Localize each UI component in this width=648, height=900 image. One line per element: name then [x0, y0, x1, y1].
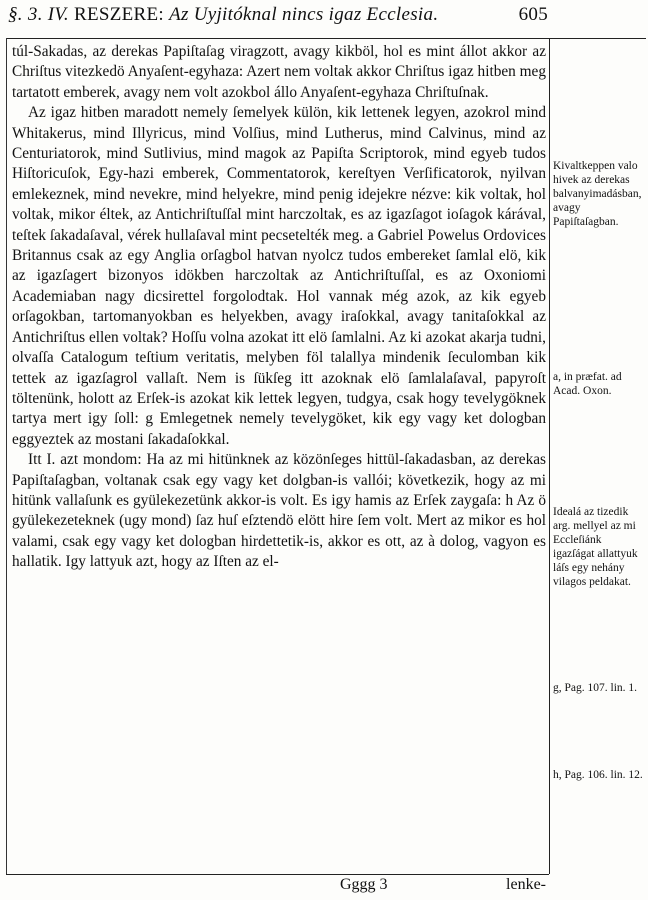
margin-note-2: a, in præfat. ad Acad. Oxon. — [553, 371, 622, 397]
catchword: lenke- — [506, 876, 546, 893]
running-header — [8, 4, 548, 34]
margin-note-5: h, Pag. 106. lin. 12. — [553, 769, 643, 781]
bottom-rule — [6, 874, 549, 875]
paragraph-3: Itt I. azt mondom: Ha az mi hitünknek az közönſeges hittül-ſakadasban, az derekas Papiſtaſagban, voltanak csak egy vagy ket dolgban-is vallói; következik, hogy az mi hitünk vallaſunk es gyülekezetünk akkor-is volt. Es igy hamis az Erſek zaygaſa: h Az ö gyülekezeteknek (ugy mond) ſaz huſ eſztendö elött hire ſem volt. Mert az mikor es hol valami, csak egy vagy ket dologban hirdettetik-is, akkor es ott, az à dolog, vagyon es hallatik. Igy lattyuk azt, hogy az Iſten az el- — [12, 451, 546, 571]
header-title: Az Uyjitóknal nincs igaz Ecclesia. — [169, 4, 439, 25]
page-footer — [12, 876, 546, 898]
margin-note-4: g, Pag. 107. lin. 1. — [553, 682, 638, 694]
left-frame-rule — [6, 38, 7, 874]
header-rule — [6, 38, 646, 39]
paragraph-1: túl-Sakadas, az derekas Papiſtaſag viragzott, avagy kikböl, hol es mint állot akkor az Chriſtus vitezkedö Anyaſent-egyhaza: Azert nem voltak akkor Chriſtus igaz hitben meg tartatott emberek, avagy nem volt azokbol állo Anyaſent-egyhaza Chriſtuſnak. — [12, 43, 546, 101]
margin-note-1: Kivaltkeppen valo hivek az derekas balvanyimadásban, avagy Papiſtaſagban. — [553, 160, 642, 228]
margin-note-3: Idealá az tizedik arg. mellyel az mi Eccleſiánk igazſágat allattyuk láſs egy nehány vilagos peldakat. — [553, 506, 638, 588]
main-text-column — [12, 42, 546, 573]
margin-divider-rule — [549, 38, 550, 874]
signature-mark: Gggg 3 — [340, 876, 388, 893]
paragraph-2: Az igaz hitben maradott nemely ſemelyek külön, kik lettenek legyen, azokrol mind Whitakerus, mind Illyricus, mind Volſius, mind Lutherus, mind Calvinus, mind az Centuriatorok, mind Sutlivius, mind magok az Papiſta Scriptorok, mind egyeb tudos Hiſtoricuſok, Egy-hazi emberek, Commentatorok, kereſtyen Verſificatorok, nyilvan emlekeznek, mind nevekre, mind helyekre, mind penig idejekre nézve: kik voltak, hol voltak, mikor éltek, az Antichriſtuſſal mint harczoltak, es az igazſagot ioſagok kárával, teſtek ſakadaſaval, vérek hullaſaval mint pecsetelték meg. a Gabriel Powelus Ordovices Britannus csak az egy Anglia orſagbol hatvan nyolcz tudos embereket ſamlal elö, kik az igazſagert bizonyos idökben harczoltak az Antichriſtuſſal, es az Oxoniomi Academiaban nagy dicsirettel forgolodtak. Hol vannak még azok, az kik egyeb orſagokban, tartomanyokban es helyekben, avagy iraſokkal, avagy tanitaſokkal az Antichriſtus ellen voltak? Hoſſu volna azokat itt elö ſamlalni. Az ki azokat akarja tudni, olvaſſa Catalogum teſtium veritatis, melyben föl talallya mindenik ſeculomban kik tettek az igazſagrol vallaſt. Nem is ſükſeg itt azoknak elö ſamlalaſaval, papyroſt töltenünk, holott az Erſek-is azokat kik lettek legyen, tudgya, csak hogy tevelygöknek tartya mert igy ſoll: g Emlegetnek nemely tevelygöket, kik egy vagy ket dologban eggyeztek az mostani ſakadaſokkal. — [12, 104, 546, 448]
header-title-caps: RESZERE: — [74, 4, 165, 25]
page-number: 605 — [518, 4, 548, 25]
section-mark: §. 3. IV. — [8, 4, 69, 25]
